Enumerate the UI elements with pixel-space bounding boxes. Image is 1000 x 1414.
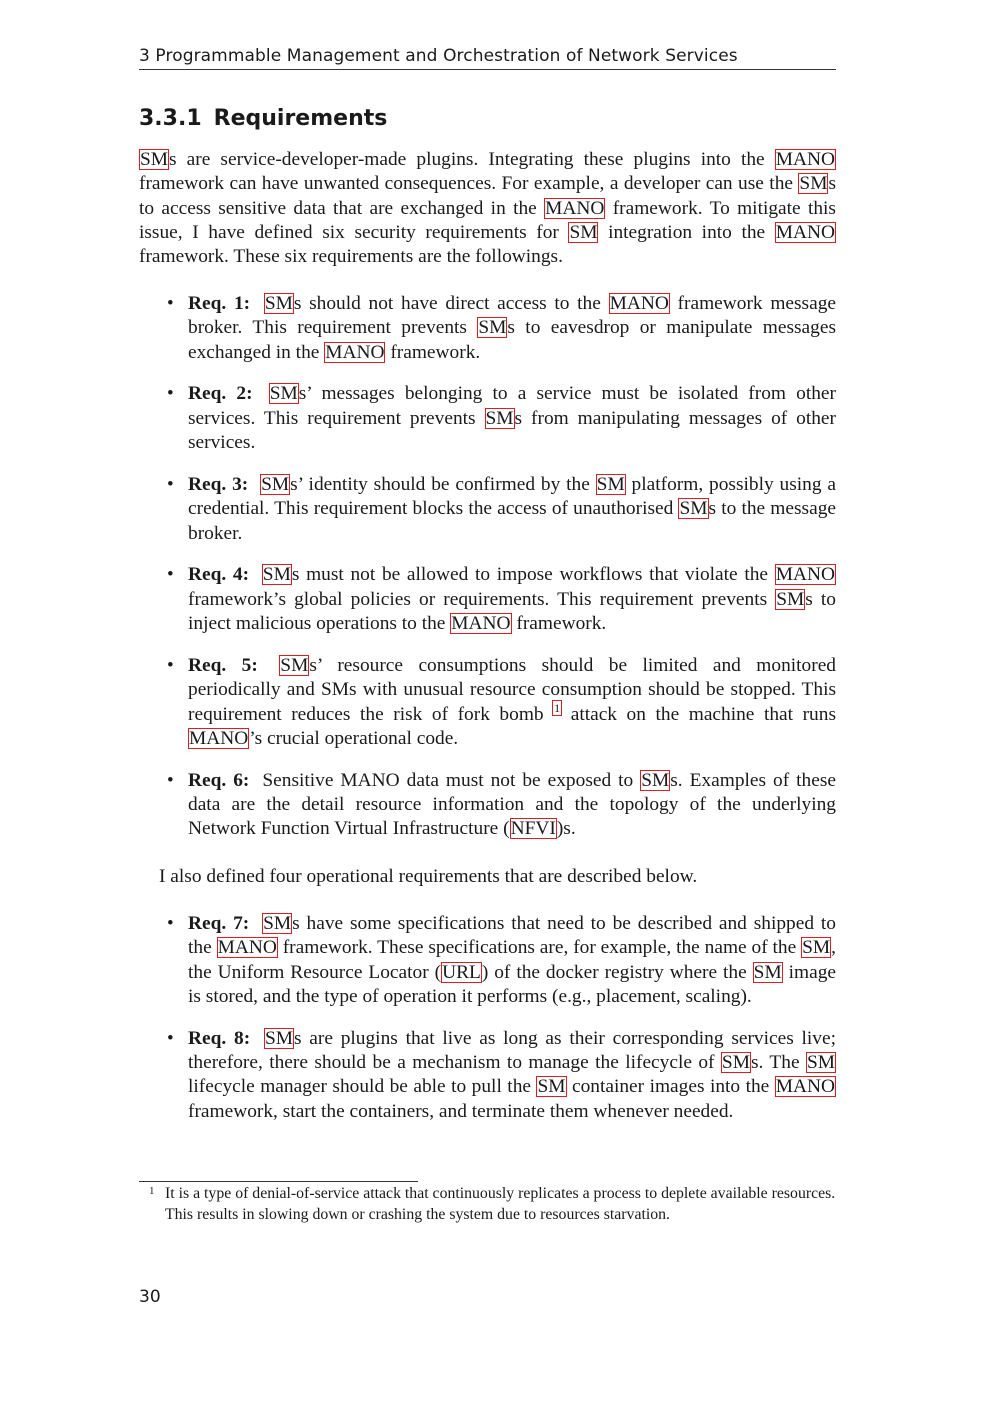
operational-requirements-list bbox=[139, 912, 836, 1142]
text-run: framework’s global policies or requirements. This requirement prevents bbox=[188, 588, 776, 610]
section-title: Requirements bbox=[213, 106, 388, 131]
intro-paragraph bbox=[139, 148, 836, 269]
section-number: 3.3.1 bbox=[139, 106, 202, 131]
text-run: lifecycle manager should be able to pull the bbox=[188, 1076, 537, 1098]
requirement-label: Req. 2: bbox=[188, 383, 253, 405]
acronym-link-sm[interactable]: SM bbox=[537, 1076, 566, 1098]
requirement-item bbox=[139, 382, 836, 455]
section-heading bbox=[139, 106, 387, 131]
acronym-link-mano[interactable]: MANO bbox=[189, 727, 249, 749]
acronym-link-sm[interactable]: SM bbox=[140, 149, 169, 170]
footnote-text: It is a type of denial-of-service attack that continuously replicates a process to deplete available resources. This results in slowing down or crashing the system due to resources starvation. bbox=[165, 1185, 836, 1223]
text-run: container images into the bbox=[566, 1076, 775, 1098]
acronym-link-sm[interactable]: SM bbox=[261, 473, 290, 495]
text-run: s have some specifications that need to be described and shipped to the bbox=[188, 913, 836, 959]
text-run: framework. To mitigate this issue, I have defined six security requirements for bbox=[139, 197, 836, 243]
acronym-link-sm[interactable]: SM bbox=[596, 473, 625, 495]
text-run: s are plugins that live as long as their corresponding services live; therefore, there should be a mechanism to manage the lifecycle of bbox=[188, 1027, 836, 1074]
text-run: s from manipulating messages of other services. bbox=[188, 407, 836, 454]
acronym-link-nfvi[interactable]: NFVI bbox=[510, 818, 556, 840]
acronym-link-sm[interactable]: SM bbox=[679, 498, 708, 520]
text-run: s to access sensitive data that are exchanged in the bbox=[139, 173, 836, 219]
footnote bbox=[139, 1184, 836, 1225]
text-run: s to the message broker. bbox=[188, 498, 836, 544]
acronym-link-sm[interactable]: SM bbox=[478, 317, 507, 339]
acronym-link-mano[interactable]: MANO bbox=[775, 149, 835, 170]
footnote-reference[interactable]: 1 bbox=[554, 701, 561, 716]
acronym-link-mano[interactable]: MANO bbox=[325, 341, 385, 363]
acronym-link-sm[interactable]: SM bbox=[802, 937, 831, 959]
acronym-link-mano[interactable]: MANO bbox=[775, 1076, 836, 1098]
acronym-link-mano[interactable]: MANO bbox=[775, 564, 835, 586]
requirement-label: Req. 5: bbox=[188, 654, 258, 676]
requirement-item bbox=[139, 292, 836, 365]
text-run: s’ messages belonging to a service must be isolated from other services. This requirement prevents bbox=[188, 383, 836, 429]
text-run: s are service-developer-made plugins. Integrating these plugins into the bbox=[169, 149, 775, 170]
acronym-link-sm[interactable]: SM bbox=[264, 293, 293, 314]
text-run: s’ identity should be confirmed by the bbox=[290, 473, 596, 495]
acronym-link-sm[interactable]: SM bbox=[569, 221, 598, 243]
text-run: framework. bbox=[511, 613, 607, 635]
text-run: framework. These specifications are, for example, the name of the bbox=[277, 937, 802, 959]
requirement-item bbox=[139, 1027, 836, 1124]
footnote-rule bbox=[139, 1181, 418, 1182]
acronym-link-sm[interactable]: SM bbox=[641, 769, 670, 791]
acronym-link-sm[interactable]: SM bbox=[269, 383, 298, 405]
text-run: s. The bbox=[750, 1052, 806, 1074]
acronym-link-url[interactable]: URL bbox=[442, 961, 481, 983]
text-run: integration into the bbox=[598, 221, 775, 243]
requirement-item bbox=[139, 473, 836, 546]
requirement-label: Req. 7: bbox=[188, 913, 250, 934]
acronym-link-sm[interactable]: SM bbox=[263, 913, 292, 934]
requirement-label: Req. 1: bbox=[188, 293, 251, 314]
text-run: framework can have unwanted consequences. For example, a developer can use the bbox=[139, 173, 799, 195]
acronym-link-sm[interactable]: SM bbox=[485, 407, 514, 429]
text-run: s’ resource consumptions should be limited and monitored periodically and SMs with unusual resource consumption should be stopped. This requirement reduces the risk of fork bomb bbox=[188, 654, 837, 725]
requirement-label: Req. 8: bbox=[188, 1027, 251, 1049]
text-run: framework, start the containers, and terminate them whenever needed. bbox=[188, 1100, 734, 1122]
acronym-link-mano[interactable]: MANO bbox=[545, 197, 605, 219]
acronym-link-mano[interactable]: MANO bbox=[451, 613, 511, 635]
running-header: 3 Programmable Management and Orchestration of Network Services bbox=[139, 46, 836, 70]
requirement-item bbox=[139, 654, 836, 751]
acronym-link-mano[interactable]: MANO bbox=[775, 221, 835, 243]
requirement-item bbox=[139, 769, 836, 842]
acronym-link-sm[interactable]: SM bbox=[776, 588, 805, 610]
requirement-label: Req. 4: bbox=[188, 564, 250, 586]
requirement-label: Req. 3: bbox=[188, 473, 249, 495]
text-run: )s. bbox=[556, 818, 576, 840]
text-run: s. Examples of these data are the detail resource information and the topology of the underlying Network Function Virtual Infrastructure ( bbox=[188, 769, 837, 840]
text-run: framework. These six requirements are the followings. bbox=[139, 246, 563, 268]
text-run: attack on the machine that runs bbox=[561, 703, 836, 725]
security-requirements-list bbox=[139, 292, 836, 859]
acronym-link-sm[interactable]: SM bbox=[264, 1027, 293, 1049]
acronym-link-sm[interactable]: SM bbox=[753, 961, 782, 983]
text-run: framework. bbox=[385, 341, 481, 363]
text-run: s should not have direct access to the bbox=[293, 293, 609, 314]
requirement-label: Req. 6: bbox=[188, 769, 250, 791]
text-run: ) of the docker registry where the bbox=[481, 961, 753, 983]
text-run: s to inject malicious operations to the bbox=[188, 588, 836, 635]
operational-intro-paragraph: I also defined four operational requirements that are described below. bbox=[159, 866, 698, 887]
acronym-link-sm[interactable]: SM bbox=[721, 1052, 750, 1074]
footnote-mark: 1 bbox=[149, 1185, 155, 1197]
text-run: s must not be allowed to impose workflows that violate the bbox=[291, 564, 775, 586]
text-run: ’s crucial operational code. bbox=[249, 727, 459, 749]
text-run: image is stored, and the type of operation it performs (e.g., placement, scaling). bbox=[188, 961, 837, 1007]
requirement-item bbox=[139, 563, 836, 636]
acronym-link-mano[interactable]: MANO bbox=[217, 937, 277, 959]
page-number: 30 bbox=[139, 1287, 161, 1307]
text-run: , the Uniform Resource Locator ( bbox=[188, 937, 836, 983]
requirement-item bbox=[139, 912, 836, 1009]
acronym-link-sm[interactable]: SM bbox=[262, 564, 291, 586]
acronym-link-sm[interactable]: SM bbox=[799, 173, 828, 195]
text-run: Sensitive MANO data must not be exposed to bbox=[262, 769, 641, 791]
acronym-link-sm[interactable]: SM bbox=[280, 654, 309, 676]
acronym-link-mano[interactable]: MANO bbox=[609, 293, 669, 314]
acronym-link-sm[interactable]: SM bbox=[806, 1052, 835, 1074]
text-run: framework message broker. This requirement prevents bbox=[188, 293, 837, 339]
text-run: s to eavesdrop or manipulate messages exchanged in the bbox=[188, 317, 837, 363]
text-run: platform, possibly using a credential. This requirement blocks the access of unauthorised bbox=[188, 473, 836, 520]
